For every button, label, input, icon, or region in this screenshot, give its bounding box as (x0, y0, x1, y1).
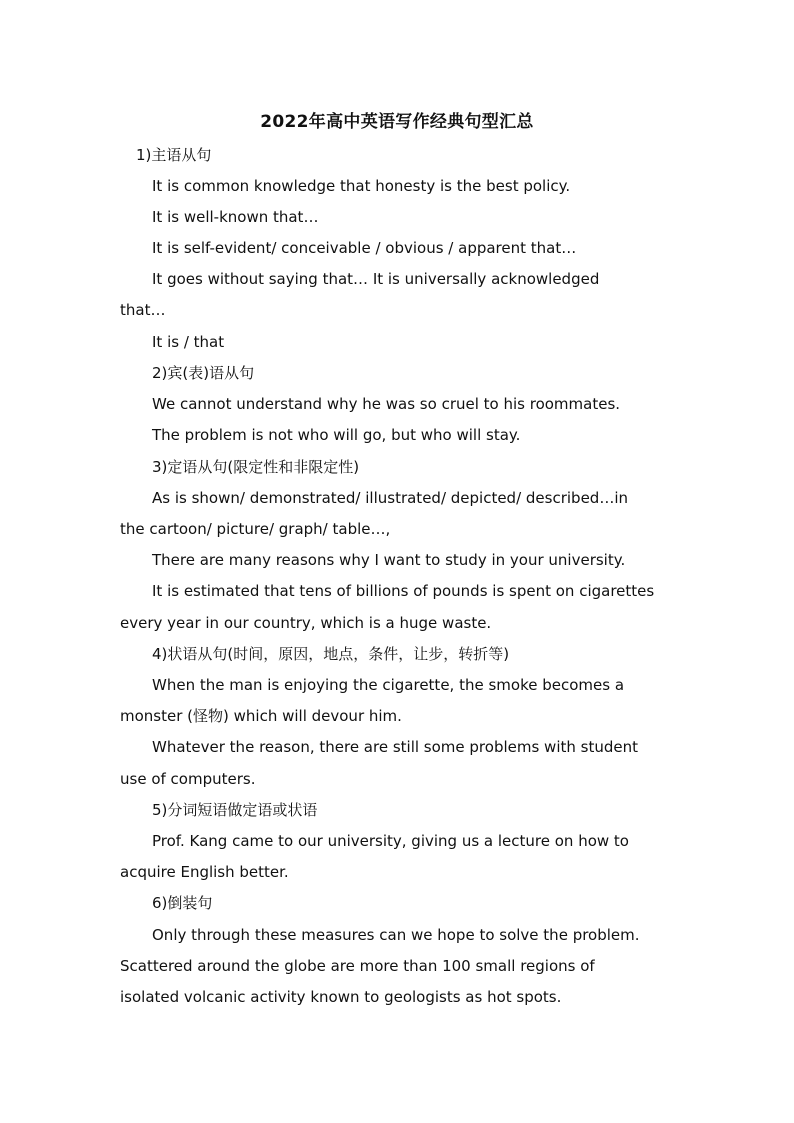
sentence-line: It is estimated that tens of billions of pounds is spent on cigarettes (152, 582, 655, 600)
sentence-line-continued: every year in our country, which is a huge waste. (120, 614, 492, 632)
section-heading-4: 4)状语从句(时间，原因，地点，条件，让步，转折等) (152, 645, 510, 663)
sentence-line-continued: use of computers. (120, 770, 256, 788)
sentence-line-continued: the cartoon/ picture/ graph/ table…, (120, 520, 391, 538)
section-heading-3: 3)定语从句(限定性和非限定性) (152, 458, 360, 476)
sentence-line: It is common knowledge that honesty is the best policy. (152, 177, 571, 195)
sentence-line: It is self-evident/ conceivable / obvious / apparent that… (152, 239, 577, 257)
sentence-line-continued: acquire English better. (120, 863, 289, 881)
sentence-line-continued: that… (120, 301, 166, 319)
section-heading-6: 6)倒装句 (152, 894, 213, 912)
sentence-line: It is / that (152, 333, 225, 351)
sentence-line: There are many reasons why I want to study in your university. (152, 551, 626, 569)
sentence-line-continued: isolated volcanic activity known to geologists as hot spots. (120, 988, 562, 1006)
sentence-line: We cannot understand why he was so cruel to his roommates. (152, 395, 621, 413)
sentence-line: Prof. Kang came to our university, giving us a lecture on how to (152, 832, 629, 850)
sentence-line: Whatever the reason, there are still some problems with student (152, 738, 638, 756)
sentence-line: As is shown/ demonstrated/ illustrated/ depicted/ described…in (152, 489, 628, 507)
sentence-line: It is well-known that… (152, 208, 319, 226)
section-heading-5: 5)分词短语做定语或状语 (152, 801, 318, 819)
section-heading-1: 1)主语从句 (136, 146, 212, 164)
sentence-line: When the man is enjoying the cigarette, the smoke becomes a (152, 676, 625, 694)
page-title: 2022年高中英语写作经典句型汇总 (260, 112, 534, 132)
section-heading-2: 2)宾(表)语从句 (152, 364, 255, 382)
sentence-line: It goes without saying that… It is universally acknowledged (152, 270, 600, 288)
sentence-line: Scattered around the globe are more than 100 small regions of (120, 957, 595, 975)
sentence-line: Only through these measures can we hope to solve the problem. (152, 926, 640, 944)
sentence-line-continued: monster (怪物) which will devour him. (120, 707, 402, 725)
sentence-line: The problem is not who will go, but who will stay. (152, 426, 521, 444)
